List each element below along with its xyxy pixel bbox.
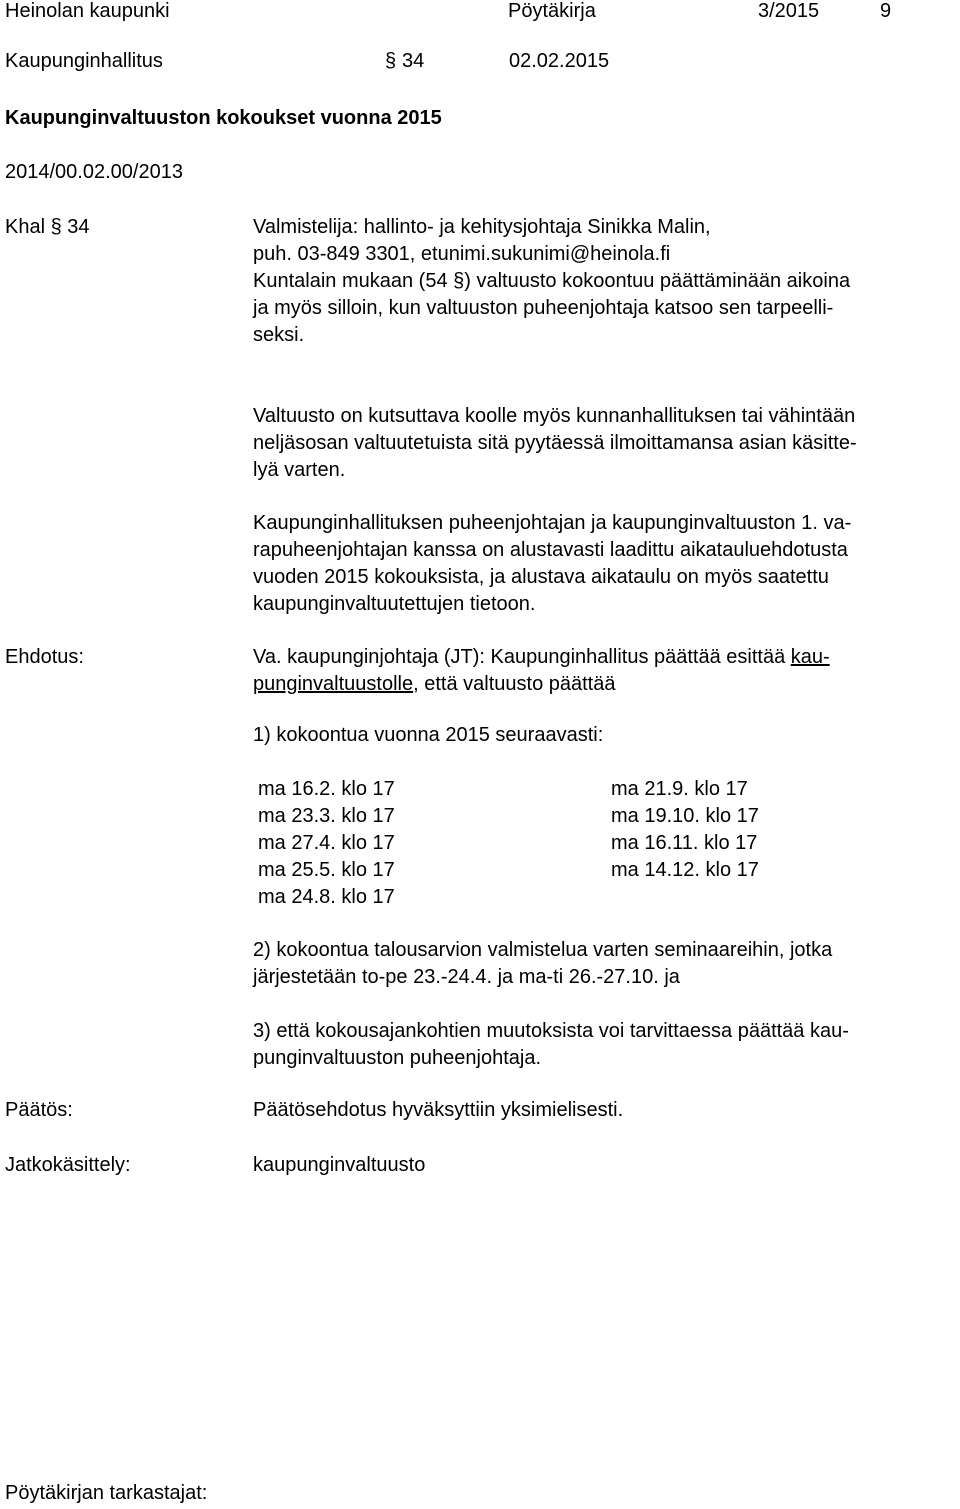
meeting-date: ma 24.8. klo 17 (258, 886, 395, 908)
proposal-intro (253, 644, 933, 698)
section-label: Khal § 34 (5, 216, 90, 238)
proposal-underlined: kau- (790, 646, 830, 668)
header-section: 34 (402, 50, 425, 72)
followup-label: Jatkokäsittely: (5, 1154, 131, 1176)
proposal-label: Ehdotus: (5, 646, 84, 668)
header-date: 02.02.2015 (509, 50, 610, 72)
proposal-text: , että valtuusto päättää (413, 673, 616, 695)
paragraph-line: vuoden 2015 kokouksista, ja alustava aikataulu on myös saatettu (253, 566, 829, 588)
proposal-text: Va. kaupunginjohtaja (JT): Kaupunginhallitus päättää esittää (253, 646, 791, 668)
proposal-item-3 (253, 1018, 933, 1072)
preparer-line: Valmistelija: hallinto- ja kehitysjohtaja Sinikka Malin, (253, 216, 711, 238)
decision-label: Päätös: (5, 1099, 73, 1121)
meeting-date: ma 16.2. klo 17 (258, 778, 395, 800)
proposal-item-2 (253, 937, 933, 991)
paragraph-line: 2) kokoontua talousarvion valmistelua varten seminaareihin, jotka (253, 939, 833, 961)
meeting-date: ma 19.10. klo 17 (611, 805, 759, 827)
footer-reviewers: Pöytäkirjan tarkastajat: (5, 1482, 208, 1504)
paragraph-line: neljäsosan valtuutetuista sitä pyytäessä ilmoittamansa asian käsitte- (253, 432, 857, 454)
paragraph-line: punginvaltuuston puheenjohtaja. (253, 1047, 542, 1069)
paragraph-line: järjestetään to-pe 23.-24.4. ja ma-ti 26.-27.10. ja (253, 966, 680, 988)
proposal-item-1: 1) kokoontua vuonna 2015 seuraavasti: (253, 724, 604, 746)
decision-text: Päätösehdotus hyväksyttiin yksimielisesti. (253, 1099, 624, 1121)
case-number: 2014/00.02.00/2013 (5, 161, 183, 183)
paragraph-line: Kuntalain mukaan (54 §) valtuusto kokoontuu päättäminään aikoina (253, 270, 851, 292)
paragraph-line: lyä varten. (253, 459, 346, 481)
paragraph-3 (253, 510, 933, 618)
header-doc-number: 3/2015 (758, 0, 820, 22)
proposal-underlined: punginvaltuustolle (253, 673, 414, 695)
header-org: Heinolan kaupunki (5, 0, 170, 22)
dates-left-column (258, 776, 558, 911)
paragraph-line: 3) että kokousajankohtien muutoksista voi tarvittaessa päättää kau- (253, 1020, 849, 1042)
header-body: Kaupunginhallitus (5, 50, 163, 72)
paragraph-line: seksi. (253, 324, 305, 346)
meeting-date: ma 16.11. klo 17 (611, 832, 758, 854)
meeting-date: ma 27.4. klo 17 (258, 832, 395, 854)
meeting-date: ma 21.9. klo 17 (611, 778, 748, 800)
meeting-date: ma 23.3. klo 17 (258, 805, 395, 827)
paragraph-line: rapuheenjohtajan kanssa on alustavasti laadittu aikatauluehdotusta (253, 539, 848, 561)
paragraph-line: ja myös silloin, kun valtuuston puheenjohtaja katsoo sen tarpeelli- (253, 297, 834, 319)
preparer-line: puh. 03-849 3301, etunimi.sukunimi@heinola.fi (253, 243, 671, 265)
paragraph-2 (253, 403, 933, 484)
preparer-block (253, 214, 933, 268)
followup-text: kaupunginvaltuusto (253, 1154, 426, 1176)
page-title: Kaupunginvaltuuston kokoukset vuonna 2015 (5, 107, 442, 129)
meeting-date: ma 14.12. klo 17 (611, 859, 759, 881)
dates-right-column (611, 776, 911, 884)
header-page-number: 9 (880, 0, 892, 22)
paragraph-line: Valtuusto on kutsuttava koolle myös kunnanhallituksen tai vähintään (253, 405, 856, 427)
meeting-date: ma 25.5. klo 17 (258, 859, 395, 881)
header-section-icon: § (385, 50, 397, 72)
header-doc-type: Pöytäkirja (508, 0, 596, 22)
paragraph-line: kaupunginvaltuutettujen tietoon. (253, 593, 536, 615)
paragraph-line: Kaupunginhallituksen puheenjohtajan ja kaupunginvaltuuston 1. va- (253, 512, 852, 534)
paragraph-1 (253, 268, 933, 349)
